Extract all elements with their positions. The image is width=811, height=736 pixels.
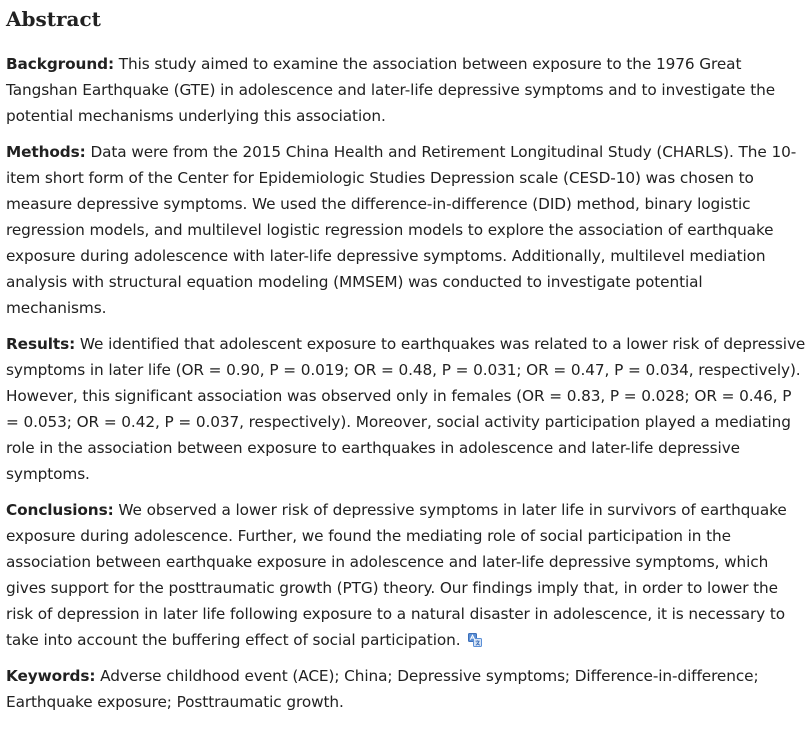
conclusions-paragraph: [6, 497, 806, 653]
conclusions-text: We observed a lower risk of depressive symptoms in later life in survivors of earthquake exposure during adolescence. Further, we found the mediating role of social participation in the association between earthquake exposure in adolescence and later-life depressive symptoms, which gives support for the posttraumatic growth (PTG) theory. Our findings imply that, in order to lower the risk of depression in later life following exposure to a natural disaster in adolescence, it is necessary to take into account the buffering effect of social participation.: [6, 501, 787, 649]
keywords-text: Adverse childhood event (ACE); China; Depressive symptoms; Difference-in-difference; Earthquake exposure; Posttraumatic growth.: [6, 667, 759, 711]
results-label: Results:: [6, 335, 76, 353]
background-paragraph: [6, 51, 806, 129]
results-text: We identified that adolescent exposure to earthquakes was related to a lower risk of depressive symptoms in later life (OR = 0.90, P = 0.019; OR = 0.48, P = 0.031; OR = 0.47, P = 0.034, respectively). However, this significant association was observed only in females (OR = 0.83, P = 0.028; OR = 0.46, P = 0.053; OR = 0.42, P = 0.037, respectively). Moreover, social activity participation played a mediating role in the association between exposure to earthquakes in adolescence and later-life depressive symptoms.: [6, 335, 806, 483]
background-text: This study aimed to examine the association between exposure to the 1976 Great Tangshan Earthquake (GTE) in adolescence and later-life depressive symptoms and to investigate the potential mechanisms underlying this association.: [6, 55, 776, 125]
conclusions-label: Conclusions:: [6, 501, 114, 519]
background-label: Background:: [6, 55, 114, 73]
results-paragraph: [6, 331, 806, 487]
methods-label: Methods:: [6, 143, 86, 161]
methods-paragraph: [6, 139, 806, 321]
abstract-section: [6, 6, 806, 715]
keywords-paragraph: [6, 663, 806, 715]
keywords-label: Keywords:: [6, 667, 96, 685]
methods-text: Data were from the 2015 China Health and Retirement Longitudinal Study (CHARLS). The 10-item short form of the Center for Epidemiologic Studies Depression scale (CESD-10) was chosen to measure depressive symptoms. We used the difference-in-difference (DID) method, binary logistic regression models, and multilevel logistic regression models to explore the association of earthquake exposure during adolescence with later-life depressive symptoms. Additionally, multilevel mediation analysis with structural equation modeling (MMSEM) was conducted to investigate potential mechanisms.: [6, 143, 797, 317]
abstract-heading: Abstract: [6, 7, 101, 31]
translate-icon[interactable]: [468, 629, 482, 643]
